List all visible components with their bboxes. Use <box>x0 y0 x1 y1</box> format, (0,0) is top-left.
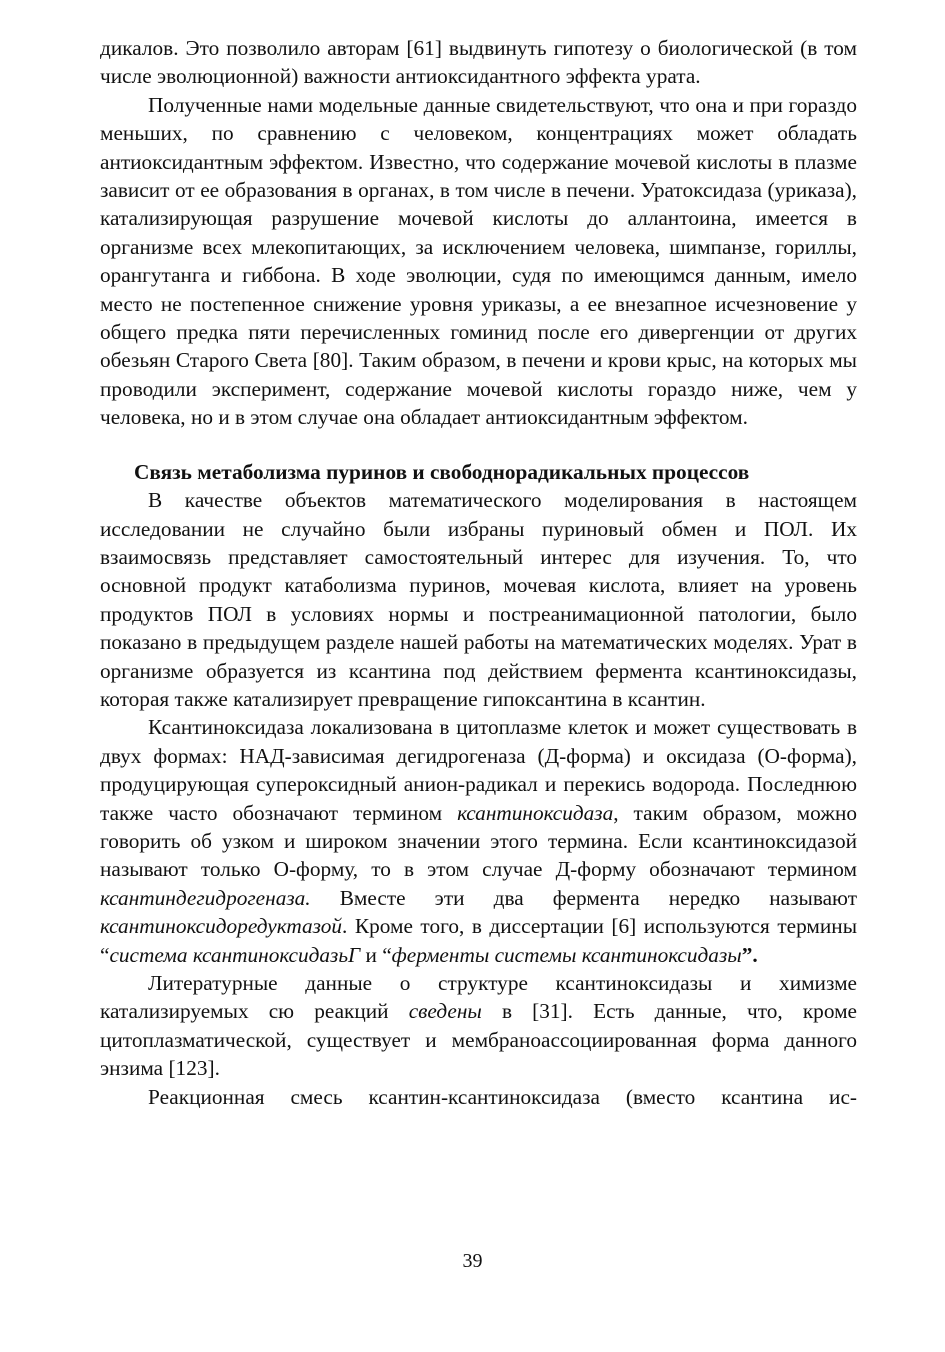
paragraph-4-text-d: . Кроме того, в диссертации [6] используются термины “ <box>100 914 857 967</box>
term-xanthine-oxidase-system-enzymes: ферменты системы ксантиноксидазы <box>391 942 742 967</box>
paragraph-4-text-f: ”. <box>741 942 758 967</box>
term-xanthine-dehydrogenase: ксантиндегидрогеназа. <box>100 885 311 910</box>
page-body <box>100 34 857 1111</box>
paragraph-4-text-a: Ксантиноксидаза локализована в цитоплазме клеток и может существовать в двух формах: НАД-зависимая дегидрогеназа (Д-форма) и оксидаза (О-форма), продуцирующая супероксидный анион-радикал и перекись водорода. Последнюю также часто обозначают термином <box>100 715 857 825</box>
paragraph-6-text: Реакционная смесь ксантин-ксантиноксидаза (вместо ксантина ис- <box>148 1084 857 1109</box>
paragraph-3 <box>100 486 857 713</box>
term-xanthine-oxidoreductase: ксантиноксидоредуктазой <box>100 914 342 939</box>
paragraph-5-text-a: Литературные данные о структуре ксантиноксидазы и химизме катализируемых сю реакций <box>100 971 857 1024</box>
term-xanthine-oxidase-system: система ксантиноксидазьГ <box>109 942 361 967</box>
term-xanthine-oxidase: ксантиноксидаза <box>457 800 614 825</box>
paragraph-1 <box>100 34 857 91</box>
paragraph-4-text-b: , таким образом, можно говорить об узком и широком значении этого термина. Если ксантиноксидазой называют только О-форму, то в этом случае Д-форму обозначают термином <box>100 800 857 882</box>
paragraph-4-text-e: и “ <box>360 942 392 967</box>
page-number: 39 <box>462 1250 483 1272</box>
paragraph-2-text: Полученные нами модельные данные свидетельствуют, что она и при гораздо меньших, по сравнению с человеком, концентрациях может обладать антиоксидантным эффектом. Известно, что содержание мочевой кислоты в плазме зависит от ее образования в органах, в том числе в печени. Уратоксидаза (уриказа), катализирующая разрушение мочевой кислоты до аллантоина, имеется в организме всех млекопитающих, за исключением человека, шимпанзе, гориллы, орангутанга и гиббона. В ходе эволюции, судя по имеющимся данным, имело место не постепенное снижение уровня уриказы, а ее внезапное исчезновение у общего предка пяти перечисленных гоминид после его дивергенции от других обезьян Старого Света [80]. Таким образом, в печени и крови крыс, на которых мы проводили эксперимент, содержание мочевой кислоты гораздо ниже, чем у человека, но и в этом случае она обладает антиоксидантным эффектом. <box>100 92 857 430</box>
paragraph-1-text: дикалов. Это позволило авторам [61] выдвинуть гипотезу о биологической (в том числе эволюционной) важности антиоксидантного эффекта урата. <box>100 36 857 89</box>
term-summarized: сведены <box>408 999 482 1024</box>
paragraph-4-text-c: Вместе эти два фермента нередко называют <box>310 885 857 910</box>
paragraph-2 <box>100 91 857 432</box>
section-heading: Связь метаболизма пуринов и свободнорадикальных процессов <box>134 459 750 484</box>
paragraph-4 <box>100 713 857 969</box>
section-gap <box>100 432 857 458</box>
paragraph-3-text: В качестве объектов математического моделирования в настоящем исследовании не случайно были избраны пуриновый обмен и ПОЛ. Их взаимосвязь представляет самостоятельный интерес для изучения. То, что основной продукт катаболизма пуринов, мочевая кислота, влияет на уровень продуктов ПОЛ в условиях нормы и постреанимационной патологии, было показано в предыдущем разделе нашей работы на математических моделях. Урат в организме образуется из ксантина под действием фермента ксантиноксидазы, которая также катализирует превращение гипоксантина в ксантин. <box>100 488 857 711</box>
paragraph-6 <box>100 1083 857 1111</box>
paragraph-5 <box>100 969 857 1083</box>
paragraph-5-text-b: в [31]. Есть данные, что, кроме цитоплазматической, существует и мембраноассоциированная форма данного энзима [123]. <box>100 999 857 1081</box>
